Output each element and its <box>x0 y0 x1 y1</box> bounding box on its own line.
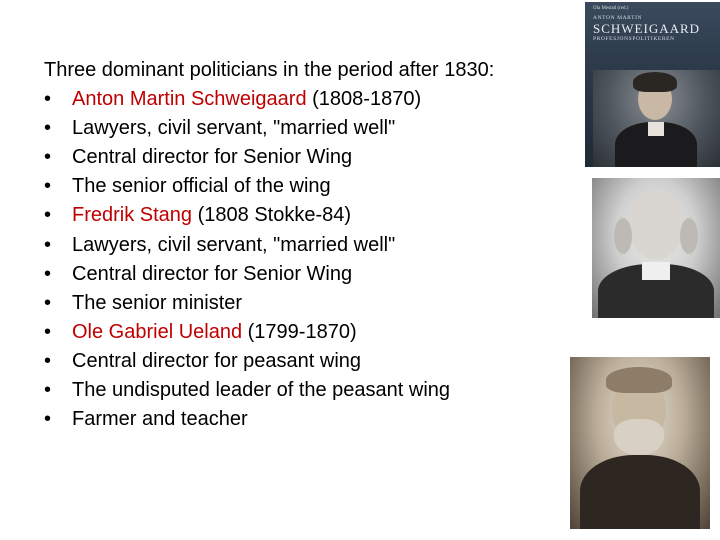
ueland-portrait-photo <box>570 357 710 529</box>
book-title: SCHWEIGAARD <box>593 21 701 36</box>
list-item <box>44 114 584 143</box>
list-item-text: Central director for Senior Wing <box>72 146 353 169</box>
slide-heading: Three dominant politicians in the period after 1830: <box>44 59 495 81</box>
bullet-icon: • <box>44 146 52 169</box>
bullet-icon: • <box>44 320 52 343</box>
list-item-text: Farmer and teacher <box>72 408 248 431</box>
list-item-text: Central director for peasant wing <box>72 349 362 372</box>
bullet-icon: • <box>44 117 52 140</box>
book-subtitle-top: ANTON MARTIN <box>593 15 643 21</box>
portrait-beard <box>614 419 664 455</box>
list-item-text: Lawyers, civil servant, "married well" <box>72 117 396 140</box>
bullet-icon: • <box>44 291 52 314</box>
politician-name: Fredrik Stang <box>72 204 193 227</box>
bullet-icon: • <box>44 175 52 198</box>
bullet-icon: • <box>44 379 52 402</box>
politician-dates: (1808-1870) <box>306 88 422 111</box>
list-item <box>44 231 584 260</box>
book-author-text: Ola Mestad (red.) <box>593 6 629 11</box>
stang-portrait-photo <box>592 178 720 318</box>
portrait-hair <box>633 72 677 92</box>
list-item <box>44 85 584 114</box>
portrait-body <box>580 455 700 529</box>
list-item <box>44 201 584 230</box>
book-subtitle-bottom: PROFESJONSPOLITIKEREN <box>593 36 675 42</box>
portrait-face <box>628 190 684 260</box>
list-item-text: The senior official of the wing <box>72 175 331 198</box>
portrait-collar <box>648 122 664 136</box>
list-item <box>44 405 584 434</box>
bullet-icon: • <box>44 204 52 227</box>
bullet-icon: • <box>44 88 52 111</box>
schweigaard-portrait <box>593 70 720 167</box>
list-item-text: Central director for Senior Wing <box>72 262 353 285</box>
portrait-hair <box>606 367 672 393</box>
book-cover-image <box>585 2 720 167</box>
politician-dates: (1799-1870) <box>242 320 357 343</box>
list-item <box>44 172 584 201</box>
bullet-icon: • <box>44 233 52 256</box>
politician-name: Anton Martin Schweigaard <box>72 88 307 111</box>
list-item <box>44 376 584 405</box>
list-item-text: The undisputed leader of the peasant wing <box>72 379 451 402</box>
list-item <box>44 318 584 347</box>
list-item <box>44 143 584 172</box>
list-item <box>44 347 584 376</box>
list-item <box>44 260 584 289</box>
book-cover-title-area <box>593 6 714 43</box>
bullet-icon: • <box>44 262 52 285</box>
politician-name: Ole Gabriel Ueland <box>72 320 243 343</box>
slide-body <box>44 56 584 434</box>
portrait-collar <box>642 262 670 280</box>
portrait-sideburn-right <box>680 218 698 254</box>
list-item-text: The senior minister <box>72 291 243 314</box>
bullet-list <box>44 85 584 434</box>
bullet-icon: • <box>44 349 52 372</box>
politician-dates: (1808 Stokke-84) <box>192 204 352 227</box>
list-item-text: Lawyers, civil servant, "married well" <box>72 233 396 256</box>
bullet-icon: • <box>44 408 52 431</box>
list-item <box>44 289 584 318</box>
portrait-sideburn-left <box>614 218 632 254</box>
